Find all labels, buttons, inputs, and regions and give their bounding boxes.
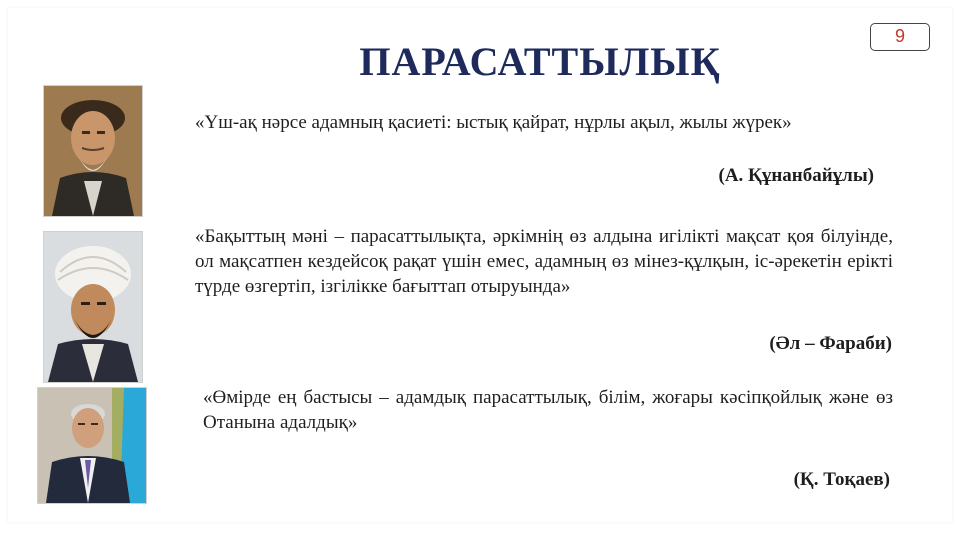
portrait-tokayev bbox=[37, 387, 147, 504]
quote-author: (Әл – Фараби) bbox=[769, 333, 892, 354]
quote-text: «Бақыттың мәні – парасаттылықта, әркімнің өз алдына игілікті мақсат қоя білуінде, ол мақсатпен кездейсоқ рақат үшін емес, адамның өз мінез-құлқын, іс-әрекетін ерікті түрде өзгертіп, ізгілікке бағыттап отыруында» bbox=[195, 226, 893, 297]
quote-author: (Қ. Тоқаев) bbox=[793, 469, 890, 490]
quote-text: «Өмірде ең бастысы – адамдық парасаттылық, білім, жоғары кәсіпқойлық және өз Отанына адалдық» bbox=[203, 387, 893, 433]
quote-author: (А. Құнанбайұлы) bbox=[718, 165, 874, 186]
slide-title: ПАРАСАТТЫЛЫҚ bbox=[359, 39, 721, 84]
portrait-kunanbaiuly bbox=[43, 85, 143, 217]
page-number-badge: 9 bbox=[870, 23, 930, 51]
quote-text: «Үш-ақ нәрсе адамның қасиеті: ыстық қайрат, нұрлы ақыл, жылы жүрек» bbox=[195, 112, 792, 133]
portrait-al-farabi bbox=[43, 231, 143, 383]
